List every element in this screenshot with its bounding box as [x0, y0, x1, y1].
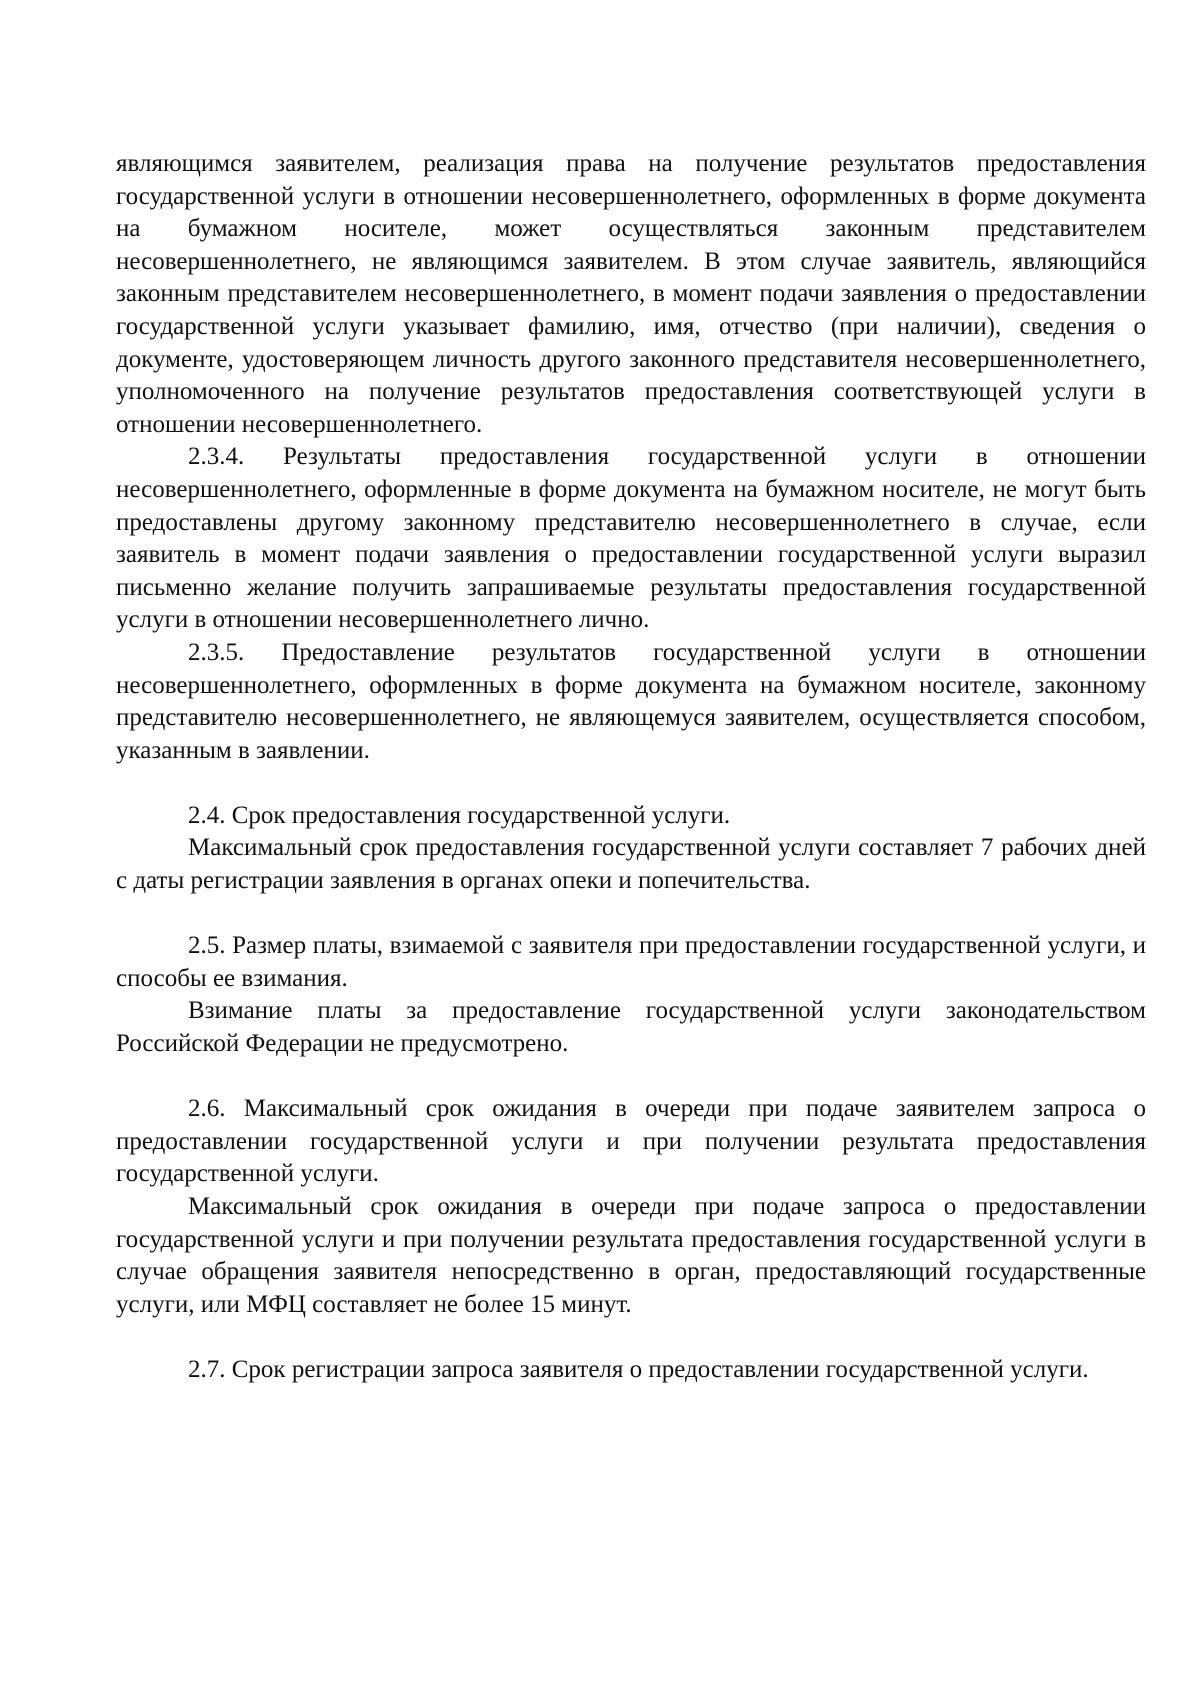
- paragraph-continuation: являющимся заявителем, реализация права на получение результатов предоставления государственной услуги в отношении несовершеннолетнего, оформленных в форме документа на бумажном носителе, может осуществляться законным представителем несовершеннолетнего, не являющимся заявителем. В этом случае заявитель, являющийся законным представителем несовершеннолетнего, в момент подачи заявления о предоставлении государственной услуги указывает фамилию, имя, отчество (при наличии), сведения о документе, удостоверяющем личность другого законного представителя несовершеннолетнего, уполномоченного на получение результатов предоставления соответствующей услуги в отношении несовершеннолетнего.: [116, 150, 1146, 438]
- section-heading-2-4: 2.4. Срок предоставления государственной услуги.: [188, 801, 731, 829]
- section-heading-2-5: 2.5. Размер платы, взимаемой с заявителя при предоставлении государственной услуги, и способы ее взимания.: [116, 932, 1146, 992]
- paragraph-2-5-body: Взимание платы за предоставление государственной услуги законодательством Российской Федерации не предусмотрено.: [116, 997, 1146, 1058]
- section-heading-2-6: 2.6. Максимальный срок ожидания в очереди при подаче заявителем запроса о предоставлении государственной услуги и при получении результата предоставления государственной услуги.: [116, 1095, 1146, 1188]
- paragraph-2-3-5: 2.3.5. Предоставление результатов государственной услуги в отношении несовершеннолетнего, оформленных в форме документа на бумажном носителе, законному представителю несовершеннолетнего, не являющемуся заявителем, осуществляется способом, указанным в заявлении.: [116, 638, 1146, 764]
- paragraph-2-6-body: Максимальный срок ожидания в очереди при подаче запроса о предоставлении государственной услуги и при получении результата предоставления государственной услуги в случае обращения заявителя непосредственно в орган, предоставляющий государственные услуги, или МФЦ составляет не более 15 минут.: [116, 1193, 1146, 1318]
- paragraph-2-4-body: Максимальный срок предоставления государственной услуги составляет 7 рабочих дней с даты регистрации заявления в органах опеки и попечительства.: [116, 834, 1146, 895]
- section-heading-2-7: 2.7. Срок регистрации запроса заявителя о предоставлении государственной услуги.: [188, 1355, 1089, 1383]
- document-body: [116, 148, 1146, 1387]
- paragraph-2-3-4: 2.3.4. Результаты предоставления государственной услуги в отношении несовершеннолетнего, оформленные в форме документа на бумажном носителе, не могут быть предоставлены другому законному представителю несовершеннолетнего в случае, если заявитель в момент подачи заявления о предоставлении государственной услуги выразил письменно желание получить запрашиваемые результаты предоставления государственной услуги в отношении несовершеннолетнего лично.: [116, 443, 1146, 634]
